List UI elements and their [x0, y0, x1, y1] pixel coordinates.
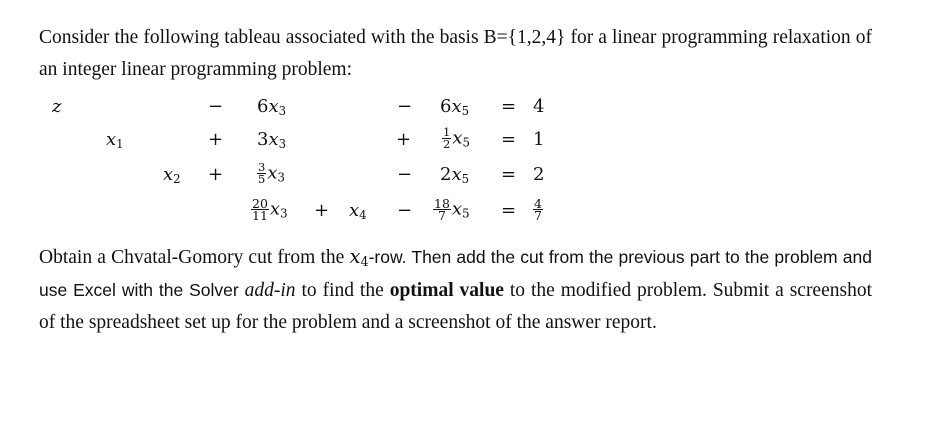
x4-row-reference: $x_4$-row — [349, 245, 402, 270]
optimal-value-emphasis: optimal value — [389, 280, 504, 301]
row2-x5-term: $2x_5$ — [440, 164, 470, 186]
add-in-emphasis: add-in — [244, 280, 296, 301]
row1-x5-term: $\frac{1}{2}$ $x_5$ — [443, 125, 470, 151]
row3-x4-term: $x_4$ — [349, 200, 367, 222]
question-paragraph: Obtain a Chvatal-Gomory cut from the $x_4$-row. Then add the cut from the previous part to the problem and use Excel with the Solver add-in to find the optimal value to the modified problem. Submit a screenshot of the spreadsheet set up for the problem and a screenshot of the answer report. — [39, 245, 873, 333]
row2-basic-var: $x_2$ — [163, 164, 181, 186]
row3-x5-term: $\frac{18}{7}$ $x_5$ — [434, 196, 470, 223]
row1-rhs: 1 — [533, 129, 545, 150]
row0-x3-term: $6x_3$ — [257, 96, 287, 118]
row0-rhs: 4 — [533, 96, 545, 117]
row1-x3-sign: + — [208, 129, 224, 150]
row2-x3-sign: + — [208, 164, 224, 185]
row3-x4-sign: + — [314, 200, 330, 221]
row0-x5-term: $6x_5$ — [440, 96, 470, 118]
row3-x3-term: $\frac{20}{11}$ $x_3$ — [252, 196, 288, 223]
z-symbol: z — [52, 96, 62, 117]
row3-equals: = — [501, 200, 517, 221]
row1-basic-var: $x_1$ — [106, 129, 124, 151]
row0-equals: = — [501, 96, 517, 117]
row2-x3-term: $\frac{3}{5}$ $x_3$ — [258, 160, 285, 186]
row1-x3-term: $3x_3$ — [257, 129, 287, 151]
row2-equals: = — [501, 164, 517, 185]
row2-x5-sign: − — [397, 164, 413, 185]
row3-rhs: $\frac{4}{7}$ — [534, 196, 542, 223]
row0-x5-sign: − — [397, 96, 413, 117]
row2-rhs: 2 — [533, 164, 545, 185]
intro-paragraph: Consider the following tableau associated with the basis B={1,2,4} for a linear programming relaxation of an integer linear programming problem: — [39, 27, 872, 80]
row3-x5-sign: − — [397, 200, 413, 221]
row1-equals: = — [501, 129, 517, 150]
row0-x3-sign: − — [208, 96, 224, 117]
row1-x5-sign: + — [396, 129, 412, 150]
